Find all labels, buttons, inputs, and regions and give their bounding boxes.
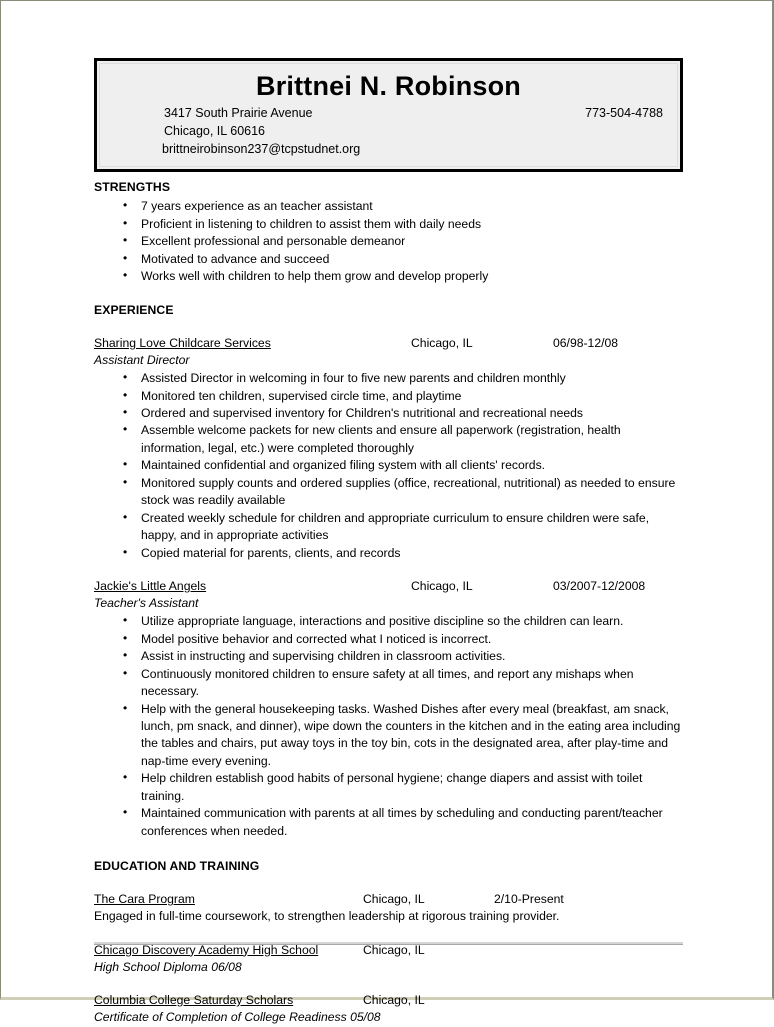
section-title-strengths: STRENGTHS — [94, 180, 171, 194]
education-detail: Engaged in full-time coursework, to strengthen leadership at rigorous training provider. — [94, 909, 560, 924]
resume-header-inner — [99, 63, 678, 167]
list-item: • Assist in instructing and supervising children in classroom activities. — [94, 648, 683, 665]
list-item: • Utilize appropriate language, interactions and positive discipline so the children can learn. — [94, 613, 683, 630]
experience-bullets — [94, 370, 683, 562]
list-item: • Monitored ten children, supervised circle time, and playtime — [94, 388, 683, 405]
section-title-education: EDUCATION AND TRAINING — [94, 859, 260, 873]
education-detail: Certificate of Completion of College Readiness 05/08 — [94, 1009, 381, 1024]
school-name: The Cara Program — [94, 892, 195, 907]
education-entry — [94, 891, 683, 925]
list-item: • Motivated to advance and succeed — [94, 251, 683, 268]
list-item: • Proficient in listening to children to assist them with daily needs — [94, 216, 683, 233]
employer-name: Sharing Love Childcare Services — [94, 335, 271, 350]
list-item: • Created weekly schedule for children and appropriate curriculum to ensure children were safe, happy, and in appropriate activities — [94, 510, 683, 545]
list-item: • 7 years experience as an teacher assistant — [94, 198, 683, 215]
resume-body — [94, 179, 683, 1027]
employer-location: Chicago, IL — [411, 578, 473, 593]
experience-entry — [94, 335, 683, 562]
education-entry — [94, 942, 683, 976]
list-item: • Monitored supply counts and ordered supplies (office, recreational, nutritional) as needed to ensure stock was readily available — [94, 475, 683, 510]
phone-number: 773-504-4788 — [585, 106, 663, 121]
list-item: • Continuously monitored children to ensure safety at all times, and report any mishaps when necessary. — [94, 666, 683, 701]
list-item: • Works well with children to help them grow and develop properly — [94, 268, 683, 285]
school-location: Chicago, IL — [363, 892, 425, 907]
applicant-name: Brittnei N. Robinson — [256, 71, 521, 101]
list-item: • Excellent professional and personable demeanor — [94, 233, 683, 250]
list-item: • Maintained communication with parents at all times by scheduling and conducting parent/teacher conferences when needed. — [94, 805, 683, 840]
school-location: Chicago, IL — [363, 942, 425, 957]
experience-entry-header — [94, 578, 683, 595]
education-entry-header — [94, 992, 683, 1009]
employment-dates: 06/98-12/08 — [553, 335, 619, 350]
list-item: • Copied material for parents, clients, and records — [94, 545, 683, 562]
list-item: • Assemble welcome packets for new clients and ensure all paperwork (registration, health information, legal, etc.) were completed thoroughly — [94, 422, 683, 457]
list-item: • Help children establish good habits of personal hygiene; change diapers and assist with toilet training. — [94, 770, 683, 805]
education-dates: 2/10-Present — [494, 892, 564, 907]
employer-name: Jackie's Little Angels — [94, 578, 207, 593]
section-experience — [94, 302, 683, 840]
list-item: • Ordered and supervised inventory for Children's nutritional and recreational needs — [94, 405, 683, 422]
address-street: 3417 South Prairie Avenue — [164, 106, 313, 121]
employer-location: Chicago, IL — [411, 335, 473, 350]
job-title: Assistant Director — [94, 352, 190, 367]
employment-dates: 03/2007-12/2008 — [553, 578, 646, 593]
experience-bullets — [94, 613, 683, 840]
strengths-list — [94, 198, 683, 285]
job-title: Teacher's Assistant — [94, 595, 199, 610]
education-entry-header — [94, 891, 683, 908]
experience-entry-header — [94, 335, 683, 352]
school-name: Columbia College Saturday Scholars — [94, 992, 294, 1007]
list-item: • Model positive behavior and corrected what I noticed is incorrect. — [94, 631, 683, 648]
school-name: Chicago Discovery Academy High School — [94, 942, 319, 957]
contact-block — [110, 105, 667, 158]
resume-header-box — [94, 58, 683, 172]
list-item: • Help with the general housekeeping tasks. Washed Dishes after every meal (breakfast, am snack, lunch, pm snack, and dinner), wipe down the counters in the kitchen and in the eating area including the tables and chairs, put away toys in the toy bin, cots in the designated area, after play-time and nap-time every evening. — [94, 701, 683, 771]
contact-address — [110, 105, 540, 158]
address-city-state-zip: Chicago, IL 60616 — [164, 123, 266, 138]
list-item: • Assisted Director in welcoming in four to five new parents and children monthly — [94, 370, 683, 387]
email-address: brittneirobinson237@tcpstudnet.org — [162, 141, 361, 156]
education-entry — [94, 992, 683, 1026]
school-location: Chicago, IL — [363, 992, 425, 1007]
experience-entry — [94, 578, 683, 840]
education-detail: High School Diploma 06/08 — [94, 959, 242, 974]
section-title-experience: EXPERIENCE — [94, 302, 174, 317]
section-strengths — [94, 179, 683, 286]
list-item: • Maintained confidential and organized filing system with all clients' records. — [94, 457, 683, 474]
footer-divider — [94, 942, 683, 945]
